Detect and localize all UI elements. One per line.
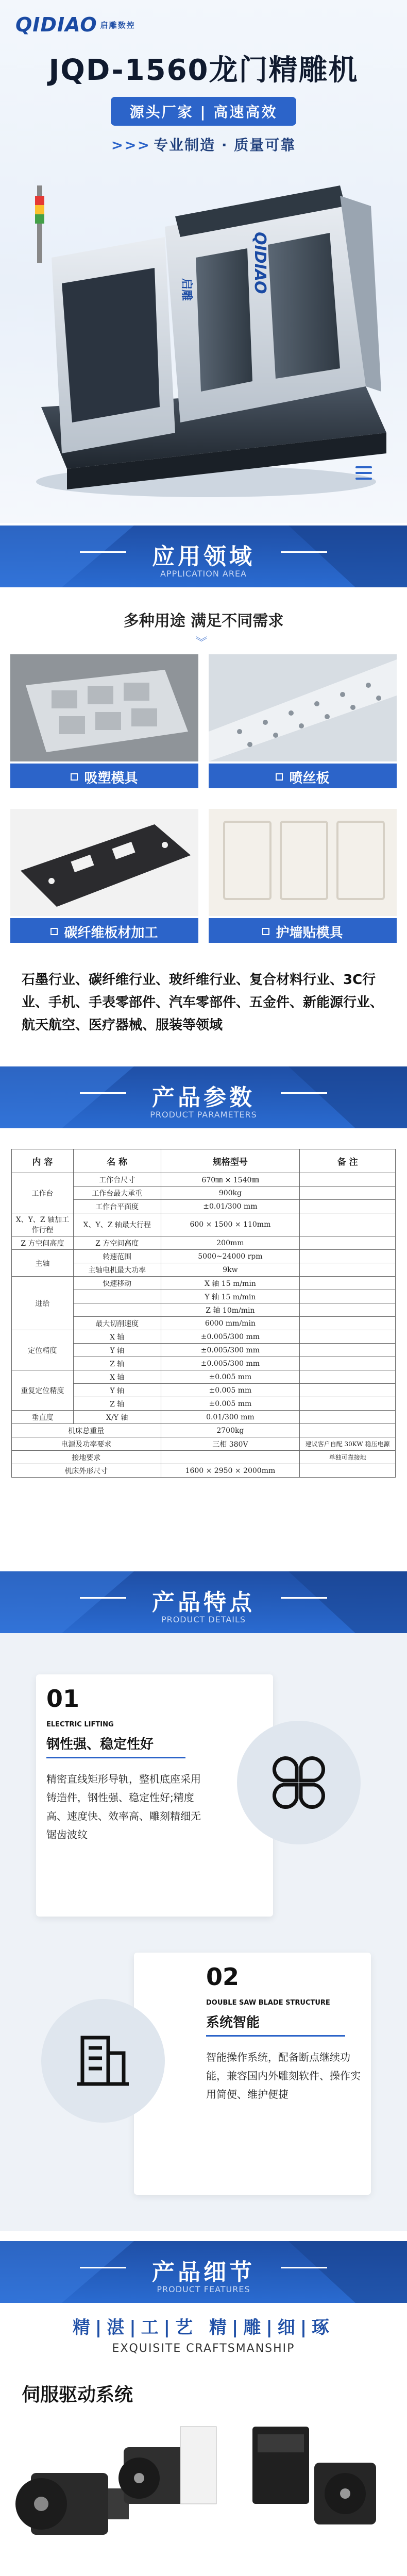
params-note-cell [300, 1236, 396, 1250]
params-name-cell [73, 1290, 161, 1303]
wall-panel-image [209, 809, 397, 916]
params-group-cell: 接地要求 [12, 1451, 161, 1464]
params-note-cell [300, 1330, 396, 1344]
app-card-label: 碳纤维板材加工 [10, 918, 198, 943]
section-subtitle: PRODUCT DETAILS [161, 1615, 246, 1624]
params-row [12, 1173, 396, 1187]
params-name-cell: X 轴 [73, 1370, 161, 1384]
params-note-cell [300, 1411, 396, 1424]
params-row [12, 1236, 396, 1250]
app-card-label: 吸塑模具 [10, 764, 198, 788]
params-name-cell: Z 方空间高度 [73, 1236, 161, 1250]
params-row [12, 1330, 396, 1344]
label-square-icon [50, 928, 58, 935]
app-card-label: 喷丝板 [209, 764, 397, 788]
slogan-text: 专业制造 · 质量可靠 [154, 137, 296, 154]
params-name-cell: 工作台最大承重 [73, 1187, 161, 1200]
params-value-cell: 6000 mm/min [161, 1317, 300, 1330]
label-square-icon [276, 773, 283, 781]
feature-underline [46, 1757, 185, 1758]
params-group-cell: 进给 [12, 1277, 74, 1330]
params-name-cell: X/Y 轴 [73, 1411, 161, 1424]
feature-card-2 [134, 1953, 371, 2195]
params-value-cell: ±0.005 mm [161, 1370, 300, 1384]
params-value-cell: ±0.005/300 mm [161, 1330, 300, 1344]
params-name-cell: 工作台平面度 [73, 1200, 161, 1213]
machine-image [10, 165, 397, 505]
params-value-cell: 5000~24000 rpm [161, 1250, 300, 1263]
machine-brand-en: QIDIAO [251, 232, 269, 294]
params-note-cell [300, 1370, 396, 1384]
params-note-cell [300, 1213, 396, 1236]
params-name-cell: Y 轴 [73, 1344, 161, 1357]
app-card-4[interactable] [209, 809, 397, 943]
feature-title: 钢性强、稳定性好 [46, 1737, 154, 1752]
section-title: 产品细节 [152, 2259, 255, 2285]
spinneret-plate-image [209, 654, 397, 761]
feature-desc: 智能操作系统，配备断点继续功能，兼容国内外雕刻软件、操作实用简便、维护便捷 [206, 2051, 361, 2100]
params-note-cell [300, 1173, 396, 1187]
params-row [12, 1250, 396, 1263]
params-note-cell [300, 1200, 396, 1213]
params-row [12, 1424, 396, 1437]
params-header-cell: 名 称 [73, 1149, 161, 1173]
params-group-cell: 重复定位精度 [12, 1370, 74, 1411]
feature-underline [206, 2035, 345, 2037]
params-header-row [12, 1149, 396, 1173]
params-value-cell: 0.01/300 mm [161, 1411, 300, 1424]
params-row [12, 1370, 396, 1384]
feature-number: 01 [46, 1685, 80, 1713]
params-header-cell: 备 注 [300, 1149, 396, 1173]
app-card-label: 护墙贴模具 [209, 918, 397, 943]
section-parameters-band [0, 1066, 407, 1128]
section-title: 产品参数 [152, 1084, 255, 1111]
label-square-icon [71, 773, 78, 781]
params-name-cell: 快速移动 [73, 1277, 161, 1290]
details-subtitle: EXQUISITE CRAFTSMANSHIP [112, 2342, 295, 2355]
slogan-arrows: >>> [111, 137, 151, 154]
app-card-3[interactable] [10, 809, 198, 943]
params-name-cell: Y 轴 [73, 1384, 161, 1397]
params-group-cell: 主轴 [12, 1250, 74, 1277]
params-value-cell: 9kw [161, 1263, 300, 1277]
brand-logo[interactable] [15, 13, 135, 36]
params-group-cell: 电源及功率要求 [12, 1437, 161, 1451]
app-card-2[interactable] [209, 654, 397, 788]
params-value-cell: 670㎜ × 1540㎜ [161, 1173, 300, 1187]
params-value-cell: ±0.005/300 mm [161, 1344, 300, 1357]
params-value-cell: ±0.005 mm [161, 1397, 300, 1411]
params-value-cell: 200mm [161, 1236, 300, 1250]
section-title: 应用领域 [152, 544, 255, 570]
building-icon [72, 2030, 134, 2092]
hero-slogan [0, 134, 407, 155]
chevron-down-icon: ︾ [196, 636, 208, 649]
params-value-cell: 1600 × 2950 × 2000mm [161, 1464, 300, 1478]
params-row [12, 1213, 396, 1236]
hero-pill: 源头厂家 | 高速高效 [111, 97, 296, 126]
menu-icon[interactable] [355, 466, 372, 480]
feature-icon-circle-2 [41, 1999, 165, 2123]
feature-card-1 [36, 1674, 273, 1917]
params-group-cell: X、Y、Z 轴加工作行程 [12, 1213, 74, 1236]
params-row [12, 1277, 396, 1290]
section-subtitle: APPLICATION AREA [160, 569, 247, 579]
params-note-cell: 单独可靠接地 [300, 1451, 396, 1464]
params-value-cell: 三相 380V [161, 1437, 300, 1451]
feature-en: ELECTRIC LIFTING [46, 1721, 114, 1728]
params-note-cell [300, 1464, 396, 1478]
params-note-cell [300, 1277, 396, 1290]
params-note-cell [300, 1303, 396, 1317]
params-value-cell: Y 轴 15 m/min [161, 1290, 300, 1303]
feature-icon-circle-1 [237, 1721, 361, 1844]
label-square-icon [262, 928, 269, 935]
params-note-cell: 建议客户自配 30KW 稳压电源 [300, 1437, 396, 1451]
params-note-cell [300, 1424, 396, 1437]
params-header-cell: 规格型号 [161, 1149, 300, 1173]
params-value-cell: Z 轴 10m/min [161, 1303, 300, 1317]
params-name-cell: X 轴 [73, 1330, 161, 1344]
params-group-cell: 机床总重量 [12, 1424, 161, 1437]
logo-mark: QIDIAO [15, 13, 97, 36]
params-value-cell [161, 1451, 300, 1464]
params-name-cell: 转速范围 [73, 1250, 161, 1263]
hero-banner [0, 0, 407, 523]
feature-title: 系统智能 [206, 2015, 260, 2030]
section-application-band [0, 526, 407, 587]
feature-desc: 精密直线矩形导轨，整机底座采用铸造件，钢性强、稳定性好;精度高、速度快、效率高、雕刻精细无锯齿波纹 [46, 1773, 201, 1841]
params-table-wrap [11, 1149, 396, 1478]
params-note-cell [300, 1263, 396, 1277]
params-note-cell [300, 1250, 396, 1263]
params-note-cell [300, 1317, 396, 1330]
logo-sub: 启雕数控 [100, 20, 135, 30]
params-value-cell: X 轴 15 m/min [161, 1277, 300, 1290]
params-note-cell [300, 1344, 396, 1357]
feature-number: 02 [206, 1963, 240, 1991]
app-card-1[interactable] [10, 654, 198, 788]
params-name-cell [73, 1303, 161, 1317]
params-name-cell: X、Y、Z 轴最大行程 [73, 1213, 161, 1236]
section-title: 产品特点 [152, 1589, 255, 1616]
params-value-cell: 2700kg [161, 1424, 300, 1437]
params-group-cell: 定位精度 [12, 1330, 74, 1370]
details-headline: 精|湛|工|艺 精|雕|细|琢 [72, 2317, 335, 2338]
servo-motor-image [10, 2416, 397, 2561]
application-headline: 多种用途 满足不同需求 [123, 612, 284, 630]
params-row [12, 1464, 396, 1478]
industry-list: 石墨行业、碳纤维行业、玻纤维行业、复合材料行业、3C行业、手机、手表零部件、汽车零部件、五金件、新能源行业、航天航空、医疗器械、服装等领域 [22, 972, 384, 1033]
section-features-band [0, 1571, 407, 1633]
clover-icon [268, 1752, 330, 1814]
params-note-cell [300, 1384, 396, 1397]
hero-title: JQD-1560龙门精雕机 [48, 54, 359, 87]
params-group-cell: 机床外形尺寸 [12, 1464, 161, 1478]
params-note-cell [300, 1397, 396, 1411]
section-details-band [0, 2241, 407, 2303]
params-group-cell: 工作台 [12, 1173, 74, 1213]
params-row [12, 1451, 396, 1464]
params-table [11, 1149, 396, 1478]
machine-brand-cn: 启雕 [180, 278, 193, 301]
servo-title: 伺服驱动系统 [22, 2384, 133, 2405]
params-name-cell: 工作台尺寸 [73, 1173, 161, 1187]
params-name-cell: 最大切削速度 [73, 1317, 161, 1330]
params-row [12, 1437, 396, 1451]
params-note-cell [300, 1357, 396, 1370]
section-subtitle: PRODUCT PARAMETERS [150, 1110, 257, 1120]
params-value-cell: ±0.005/300 mm [161, 1357, 300, 1370]
params-note-cell [300, 1187, 396, 1200]
params-value-cell: ±0.005 mm [161, 1384, 300, 1397]
vacuum-mold-image [10, 654, 198, 761]
carbon-fiber-image [10, 809, 198, 916]
params-header-cell: 内 容 [12, 1149, 74, 1173]
params-group-cell: Z 方空间高度 [12, 1236, 74, 1250]
params-note-cell [300, 1290, 396, 1303]
params-value-cell: 600 × 1500 × 110mm [161, 1213, 300, 1236]
params-value-cell: 900kg [161, 1187, 300, 1200]
feature-en: DOUBLE SAW BLADE STRUCTURE [206, 1999, 330, 2007]
params-row [12, 1411, 396, 1424]
params-name-cell: Z 轴 [73, 1397, 161, 1411]
params-group-cell: 垂直度 [12, 1411, 74, 1424]
params-name-cell: Z 轴 [73, 1357, 161, 1370]
section-subtitle: PRODUCT FEATURES [157, 2284, 250, 2294]
params-value-cell: ±0.01/300 mm [161, 1200, 300, 1213]
params-name-cell: 主轴电机最大功率 [73, 1263, 161, 1277]
